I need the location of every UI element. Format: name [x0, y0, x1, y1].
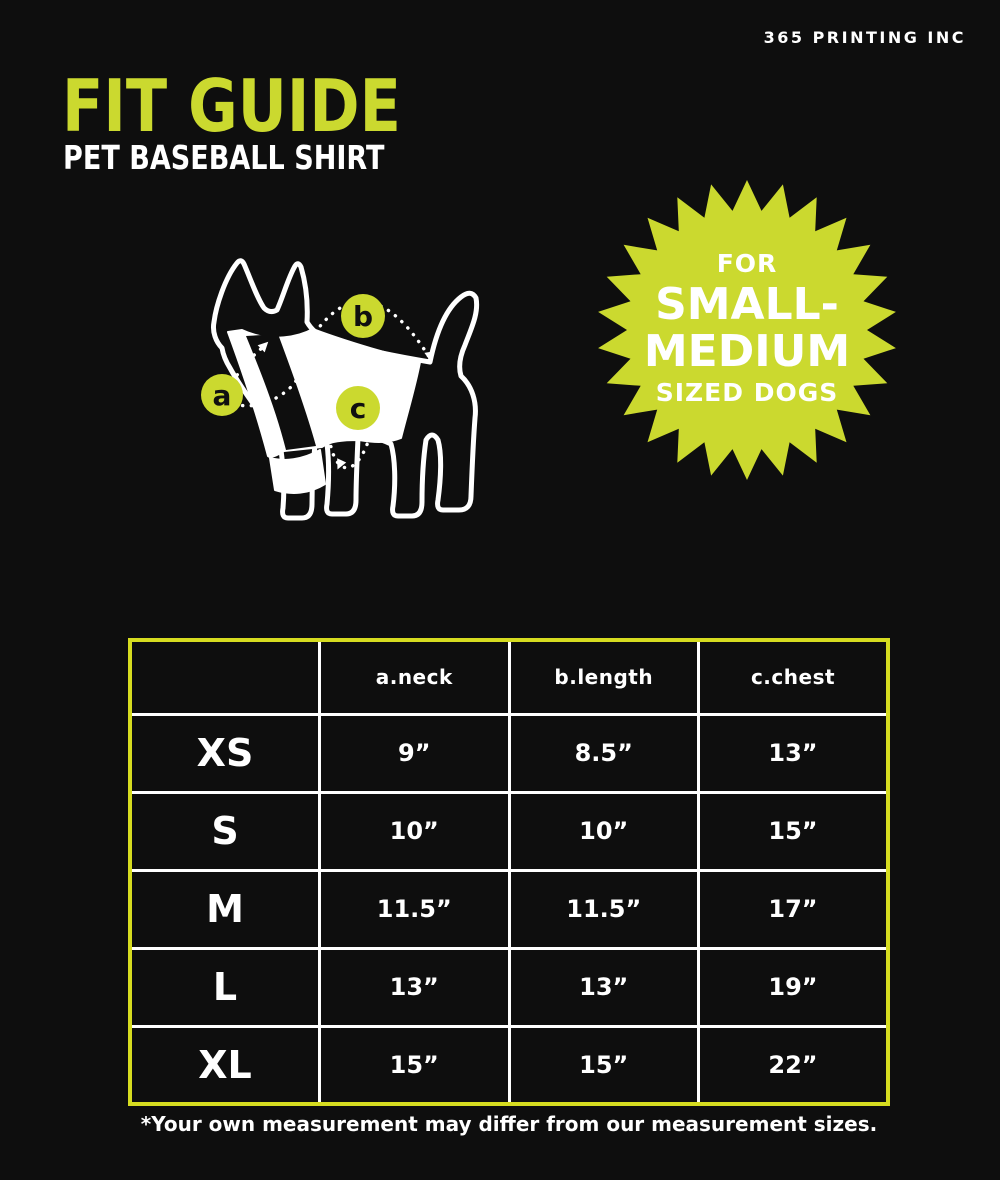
- neck-value: 13”: [320, 948, 510, 1026]
- badge-line-small: SMALL-: [655, 279, 839, 330]
- size-label: XL: [130, 1026, 320, 1104]
- column-header-neck: a.neck: [320, 640, 510, 714]
- table-row: [130, 792, 888, 870]
- neck-value: 10”: [320, 792, 510, 870]
- badge-line-for: FOR: [716, 249, 778, 278]
- chest-value: 13”: [699, 714, 889, 792]
- chest-value: 17”: [699, 870, 889, 948]
- neck-value: 9”: [320, 714, 510, 792]
- table-row: [130, 1026, 888, 1104]
- table-row: [130, 948, 888, 1026]
- length-value: 8.5”: [509, 714, 699, 792]
- table-row: [130, 714, 888, 792]
- badge-line-sized-dogs: SIZED DOGS: [655, 378, 839, 407]
- dog-measurement-diagram: [180, 250, 510, 540]
- length-value: 15”: [509, 1026, 699, 1104]
- starburst-badge: [597, 180, 897, 480]
- column-header-chest: c.chest: [699, 640, 889, 714]
- page-subtitle: PET BASEBALL SHIRT: [63, 138, 385, 177]
- marker-c-label: c: [349, 392, 367, 425]
- size-label: L: [130, 948, 320, 1026]
- marker-a-label: a: [212, 379, 232, 412]
- chest-value: 15”: [699, 792, 889, 870]
- column-header-empty: [130, 640, 320, 714]
- size-label: M: [130, 870, 320, 948]
- brand-name: 365 PRINTING INC: [763, 28, 966, 47]
- size-table: [128, 638, 890, 1106]
- measurement-disclaimer: *Your own measurement may differ from our measurement sizes.: [140, 1112, 878, 1136]
- length-value: 10”: [509, 792, 699, 870]
- size-label: S: [130, 792, 320, 870]
- table-row: [130, 870, 888, 948]
- length-value: 13”: [509, 948, 699, 1026]
- chest-value: 19”: [699, 948, 889, 1026]
- page-title: FIT GUIDE: [62, 64, 401, 148]
- marker-b-label: b: [352, 300, 374, 333]
- chest-value: 22”: [699, 1026, 889, 1104]
- size-label: XS: [130, 714, 320, 792]
- column-header-length: b.length: [509, 640, 699, 714]
- length-value: 11.5”: [509, 870, 699, 948]
- badge-line-medium: MEDIUM: [643, 326, 851, 377]
- neck-value: 15”: [320, 1026, 510, 1104]
- size-table-header-row: [130, 640, 888, 714]
- neck-value: 11.5”: [320, 870, 510, 948]
